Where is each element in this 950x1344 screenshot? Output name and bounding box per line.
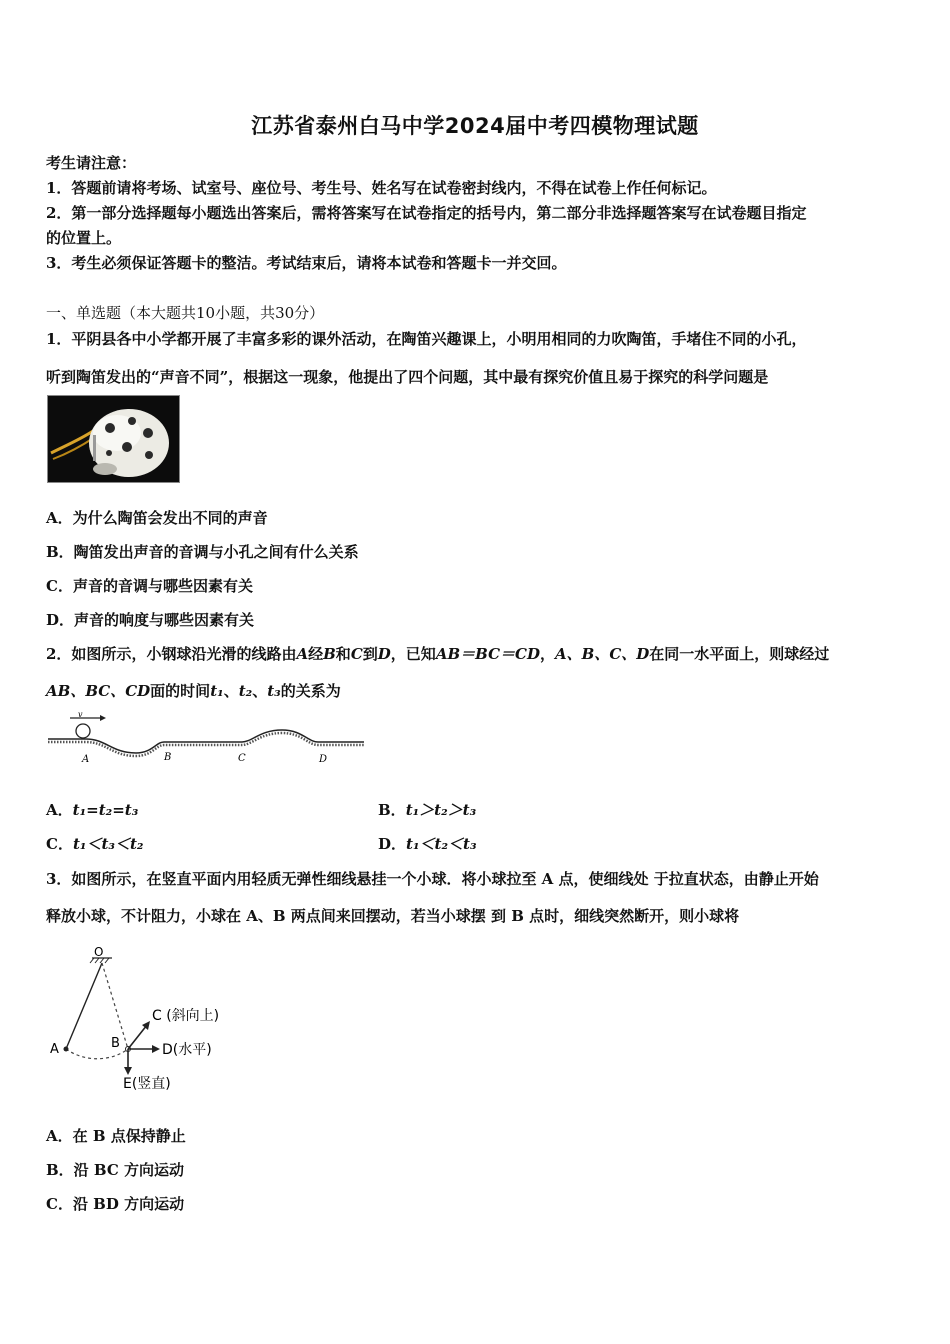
point-d-label: D (319, 754, 328, 765)
section-heading: 一、单选题（本大题共10小题，共30分） (46, 304, 325, 322)
q3-stem-line1: 3．如图所示，在竖直平面内用轻质无弹性细线悬挂一个小球．将小球拉至 A 点，使细线处 于拉直状态，由静止开始 (46, 870, 819, 888)
arrow-d-icon (152, 1045, 160, 1053)
q1-stem-line2: 听到陶笛发出的“声音不同”，根据这一现象，他提出了四个问题，其中最有探究价值且易于探究的科学问题是 (46, 368, 769, 386)
q2-stem-line2: AB、BC、CD面的时间t₁、t₂、t₃的关系为 (46, 682, 341, 700)
notice-item-3: 3．考生必须保证答题卡的整洁。考试结束后，请将本试卷和答题卡一并交回。 (46, 254, 567, 272)
page-title: 江苏省泰州白马中学2024届中考四模物理试题 (251, 114, 699, 138)
notice-header: 考生请注意： (46, 154, 137, 172)
q2-option-a[interactable]: A．t₁=t₂=t₃ (46, 801, 139, 819)
q2-option-d[interactable]: D．t₁＜t₂＜t₃ (378, 835, 477, 853)
point-b-label: B (111, 1036, 120, 1051)
steel-ball (76, 724, 90, 738)
q2-option-c[interactable]: C．t₁＜t₃＜t₂ (46, 835, 144, 853)
pivot-o-label: O (94, 945, 104, 959)
q3-option-b[interactable]: B．沿 BC 方向运动 (46, 1161, 185, 1179)
direction-e-label: E(竖直) (123, 1076, 171, 1092)
q3-option-a[interactable]: A．在 B 点保持静止 (46, 1127, 186, 1145)
direction-c-label: C (斜向上) (152, 1008, 220, 1024)
velocity-label: v (78, 710, 83, 719)
q3-stem-line2: 释放小球，不计阻力，小球在 A、B 两点间来回摆动，若当小球摆 到 B 点时，细线突然断开，则小球将 (46, 907, 740, 925)
notice-item-1: 1．答题前请将考场、试室号、座位号、考生号、姓名写在试卷密封线内，不得在试卷上作任何标记。 (46, 179, 717, 197)
q3-option-c[interactable]: C．沿 BD 方向运动 (46, 1195, 185, 1213)
ocarina-photo (47, 395, 180, 483)
point-b-label: B (164, 752, 172, 763)
q1-option-a[interactable]: A．为什么陶笛会发出不同的声音 (46, 509, 268, 527)
point-a-label: A (50, 1042, 59, 1057)
arrow-e-icon (124, 1067, 132, 1075)
point-a-label: A (82, 754, 90, 765)
notice-item-2-cont: 的位置上。 (46, 229, 122, 247)
direction-d-label: D(水平) (162, 1042, 212, 1058)
q1-stem-line1: 1．平阴县各中小学都开展了丰富多彩的课外活动，在陶笛兴趣课上，小明用相同的力吹陶笛，手堵住不同的小孔， (46, 330, 807, 348)
q1-option-c[interactable]: C．声音的音调与哪些因素有关 (46, 577, 253, 595)
q1-option-b[interactable]: B．陶笛发出声音的音调与小孔之间有什么关系 (46, 543, 359, 561)
q1-option-d[interactable]: D．声音的响度与哪些因素有关 (46, 611, 255, 629)
q2-option-b[interactable]: B．t₁＞t₂＞t₃ (378, 801, 477, 819)
q2-stem-line1: 2．如图所示，小钢球沿光滑的线路由A经B和C到D，已知AB＝BC＝CD，A、B、C、D在同一水平面上，则球经过 (46, 645, 830, 663)
track-diagram (46, 708, 366, 770)
pendulum-diagram (46, 945, 246, 1095)
point-c-label: C (238, 753, 246, 764)
notice-item-2: 2．第一部分选择题每小题选出答案后，需将答案写在试卷指定的括号内，第二部分非选择题答案写在试卷题目指定 (46, 204, 807, 222)
